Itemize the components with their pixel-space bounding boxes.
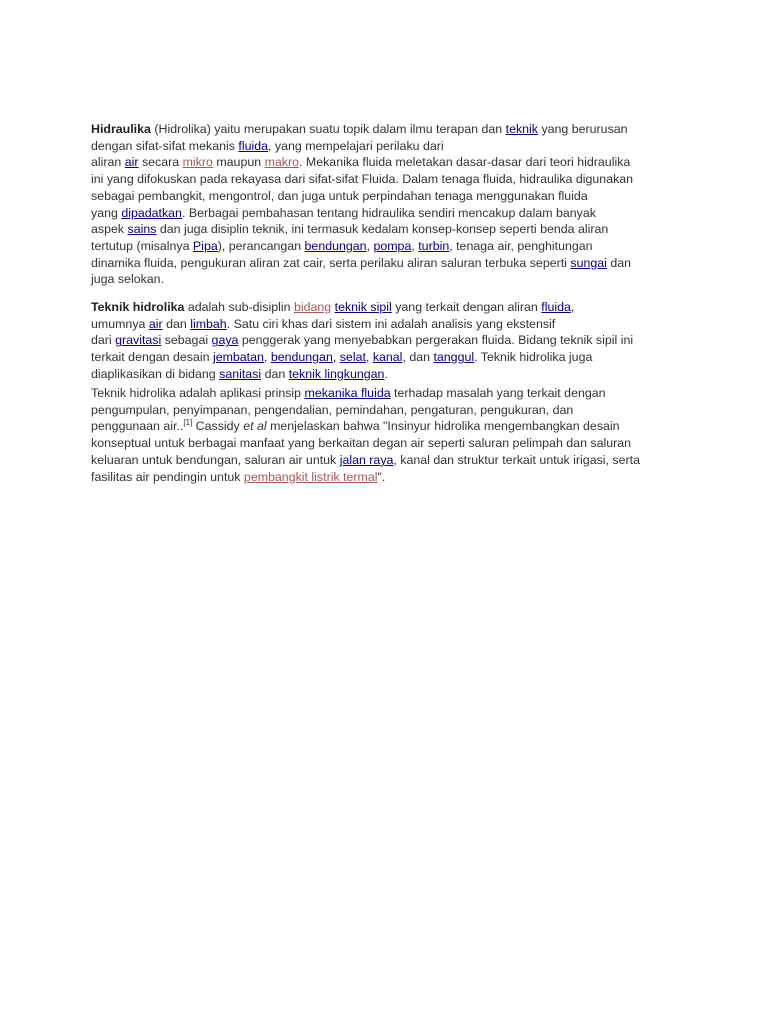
text-line xyxy=(91,299,683,316)
text-run: ), perancangan xyxy=(217,238,305,253)
link-gaya[interactable]: gaya xyxy=(211,333,239,348)
link-tanggul[interactable]: tanggul xyxy=(433,350,475,365)
text-run: umumnya xyxy=(91,316,149,331)
text-line xyxy=(91,469,683,486)
link-teknik-sipil[interactable]: teknik sipil xyxy=(334,300,392,314)
text-line xyxy=(91,366,683,383)
link-fluida[interactable]: fluida xyxy=(238,138,269,153)
text-run: fasilitas air pendingin untuk xyxy=(91,469,244,484)
link-pembangkit-listrik-termal[interactable]: pembangkit listrik termal xyxy=(243,469,378,484)
link-makro[interactable]: makro xyxy=(264,155,300,170)
text-line xyxy=(91,316,683,333)
text-run: Cassidy xyxy=(192,419,244,434)
text-line xyxy=(91,418,683,435)
paragraph-hidraulika xyxy=(91,121,683,288)
text-run: penggerak yang menyebabkan pergerakan fluida. Bidang teknik sipil ini xyxy=(238,333,634,348)
text-run: dari xyxy=(91,333,116,348)
link-bendungan[interactable]: bendungan xyxy=(270,350,333,365)
text-run: aliran xyxy=(91,155,125,170)
link-fluida[interactable]: fluida xyxy=(541,300,571,314)
text-run: . Mekanika fluida meletakan dasar-dasar dari teori hidraulika xyxy=(299,155,631,170)
text-run: , xyxy=(365,350,373,365)
link-jalan-raya[interactable]: jalan raya xyxy=(339,452,394,467)
text-run: , tenaga air, penghitungan xyxy=(449,238,593,253)
link-air[interactable]: air xyxy=(124,155,139,170)
text-run: juga selokan. xyxy=(91,272,165,287)
text-run: dan xyxy=(606,255,632,270)
text-run: , yang mempelajari perilaku dari xyxy=(268,138,444,153)
link-selat[interactable]: selat xyxy=(339,350,366,365)
text-run: , xyxy=(263,350,271,365)
text-run: dinamika fluida, pengukuran aliran zat cair, serta perilaku aliran saluran terbuka seperti xyxy=(91,255,571,270)
text-run: yang xyxy=(91,205,122,220)
text-run: , xyxy=(366,238,374,253)
text-run: . xyxy=(384,366,388,381)
text-run: maupun xyxy=(212,155,265,170)
text-run: yang terkait dengan aliran xyxy=(391,300,542,314)
link-turbin[interactable]: turbin xyxy=(418,238,450,253)
text-line xyxy=(91,435,683,452)
paragraph-aplikasi xyxy=(91,385,683,485)
text-run: , xyxy=(332,350,340,365)
text-run: , dan xyxy=(402,350,434,365)
text-run: yang berurusan xyxy=(538,122,628,136)
link-dipadatkan[interactable]: dipadatkan xyxy=(121,205,182,220)
text-line xyxy=(91,238,683,255)
link-air[interactable]: air xyxy=(148,316,163,331)
text-line xyxy=(91,221,683,238)
text-line xyxy=(91,332,683,349)
link-mekanika-fluida[interactable]: mekanika fluida xyxy=(304,386,391,400)
text-run: keluaran untuk bendungan, saluran air untuk xyxy=(91,452,340,467)
text-run: Teknik hidrolika adalah aplikasi prinsip xyxy=(91,386,305,400)
text-run: dengan sifat-sifat mekanis xyxy=(91,138,239,153)
text-line xyxy=(91,349,683,366)
text-run: penggunaan air.. xyxy=(91,419,184,434)
text-run: diaplikasikan di bidang xyxy=(91,366,220,381)
text-run: sebagai xyxy=(161,333,212,348)
text-run: terhadap masalah yang terkait dengan xyxy=(390,386,606,400)
link-mikro[interactable]: mikro xyxy=(182,155,213,170)
link-kanal[interactable]: kanal xyxy=(372,350,403,365)
link-sains[interactable]: sains xyxy=(127,222,157,237)
link-pompa[interactable]: pompa xyxy=(373,238,412,253)
text-line xyxy=(91,171,683,188)
text-run: , kanal dan struktur terkait untuk irigasi, serta xyxy=(393,452,640,467)
bold-term: Hidraulika xyxy=(91,122,151,136)
text-line xyxy=(91,255,683,272)
link-limbah[interactable]: limbah xyxy=(190,316,227,331)
text-run: aspek xyxy=(91,222,128,237)
text-line xyxy=(91,452,683,469)
text-run: dan xyxy=(261,366,289,381)
italic-text: et al xyxy=(243,419,267,434)
paragraph-teknik-hidrolika xyxy=(91,299,683,383)
text-run: sebagai pembangkit, mengontrol, dan juga untuk perpindahan tenaga menggunakan fluida xyxy=(91,188,588,203)
text-run: secara xyxy=(138,155,183,170)
text-run: ini yang difokuskan pada rekayasa dari sifat-sifat Fluida. Dalam tenaga fluida, hidraulika digunakan xyxy=(91,172,634,187)
text-line xyxy=(91,205,683,222)
text-line xyxy=(91,385,683,402)
text-line xyxy=(91,271,683,288)
text-run: . Teknik hidrolika juga xyxy=(474,350,593,365)
text-line xyxy=(91,402,683,419)
link-teknik[interactable]: teknik xyxy=(505,122,538,136)
text-run: tertutup (misalnya xyxy=(91,238,193,253)
text-run: dan juga disiplin teknik, ini termasuk kedalam konsep-konsep seperti benda aliran xyxy=(156,222,609,237)
text-run: menjelaskan bahwa "Insinyur hidrolika mengembangkan desain xyxy=(266,419,620,434)
link-bidang[interactable]: bidang xyxy=(293,300,332,314)
text-line xyxy=(91,188,683,205)
text-run: pengumpulan, penyimpanan, pengendalian, pemindahan, pengaturan, pengukuran, dan xyxy=(91,402,574,417)
text-run: terkait dengan desain xyxy=(91,350,213,365)
text-run: . Berbagai pembahasan tentang hidraulika sendiri mencakup dalam banyak xyxy=(181,205,596,220)
text-run: . Satu ciri khas dari sistem ini adalah analisis yang ekstensif xyxy=(226,316,556,331)
link-gravitasi[interactable]: gravitasi xyxy=(115,333,162,348)
link-sungai[interactable]: sungai xyxy=(570,255,607,270)
text-run: ". xyxy=(377,469,386,484)
link-jembatan[interactable]: jembatan xyxy=(212,350,264,365)
text-run: (Hidrolika) yaitu merupakan suatu topik dalam ilmu terapan dan xyxy=(150,122,506,136)
text-line xyxy=(91,154,683,171)
link-teknik-lingkungan[interactable]: teknik lingkungan xyxy=(288,366,385,381)
bold-term: Teknik hidrolika xyxy=(91,300,185,314)
text-run: konseptual untuk berbagai manfaat yang berkaitan degan air seperti saluran pelimpah dan saluran xyxy=(91,436,632,451)
link-pipa[interactable]: Pipa xyxy=(192,238,218,253)
link-sanitasi[interactable]: sanitasi xyxy=(219,366,262,381)
text-run: , xyxy=(570,300,575,314)
text-run: , xyxy=(411,238,419,253)
text-line xyxy=(91,121,683,138)
text-run: adalah sub-disiplin xyxy=(184,300,294,314)
text-line xyxy=(91,138,683,155)
text-run: dan xyxy=(162,316,191,331)
link-bendungan[interactable]: bendungan xyxy=(304,238,367,253)
citation-reference[interactable]: [1] xyxy=(183,418,193,428)
